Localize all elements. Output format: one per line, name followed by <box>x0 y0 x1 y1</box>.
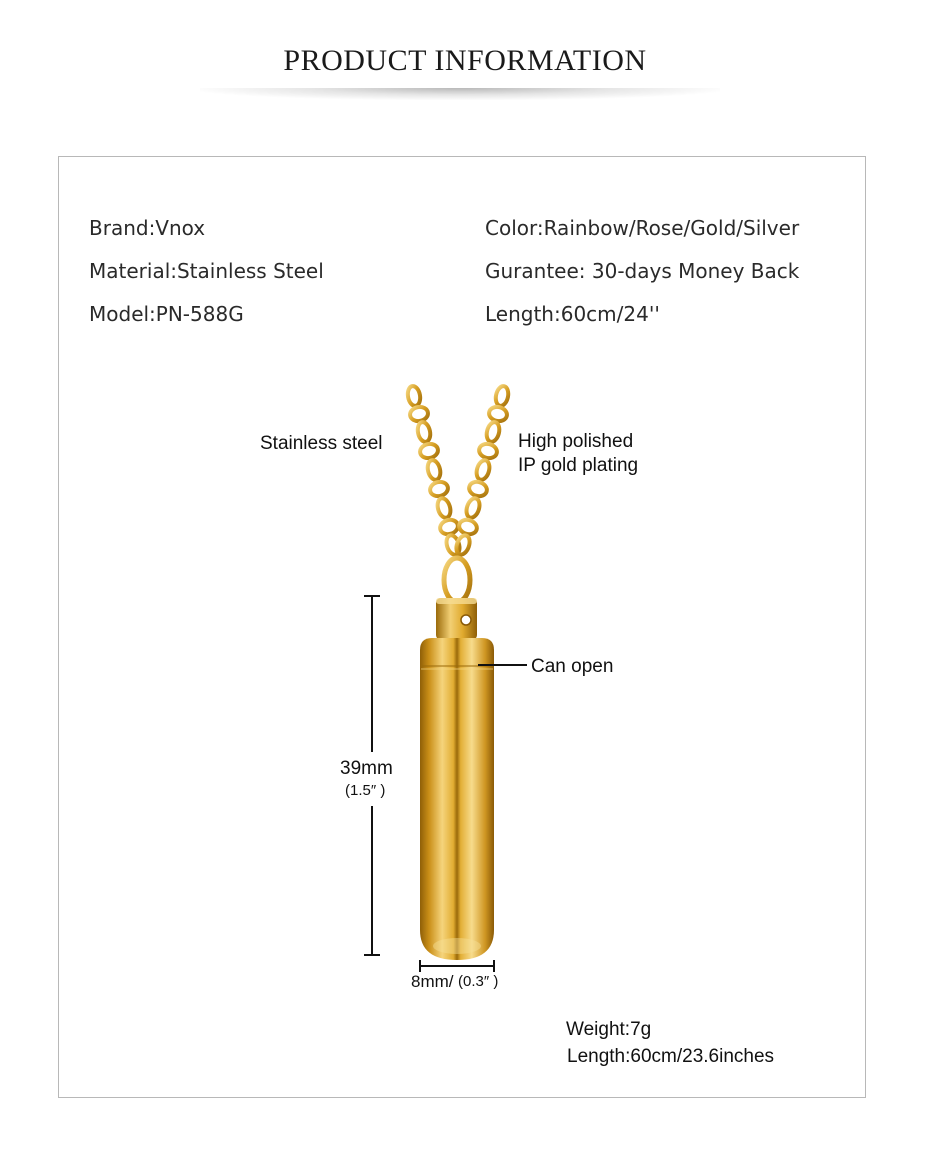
jump-ring <box>444 558 470 602</box>
page-title: PRODUCT INFORMATION <box>283 44 647 77</box>
spec-guarantee: Gurantee: 30-days Money Back <box>485 259 800 283</box>
spec-model: Model:PN-588G <box>89 302 244 326</box>
pendant-cylinder <box>420 638 494 960</box>
label-height-in: (1.5″ ) <box>345 782 386 799</box>
spec-brand: Brand:Vnox <box>89 216 206 240</box>
spec-material: Material:Stainless Steel <box>89 259 324 283</box>
footer-length: Length:60cm/23.6inches <box>567 1046 775 1067</box>
spec-length: Length:60cm/24'' <box>485 302 660 326</box>
label-stainless-steel: Stainless steel <box>260 433 383 454</box>
label-can-open: Can open <box>531 656 614 677</box>
spec-color: Color:Rainbow/Rose/Gold/Silver <box>485 216 800 240</box>
label-width-in: (0.3″ ) <box>458 973 499 990</box>
footer-weight: Weight:7g <box>566 1019 652 1040</box>
chain-left <box>406 385 461 556</box>
label-high-polished: High polished <box>518 431 634 452</box>
chain-right <box>454 385 510 556</box>
label-ip-gold-plating: IP gold plating <box>518 455 639 476</box>
pendant-bail <box>436 598 477 640</box>
label-height-mm: 39mm <box>340 758 393 779</box>
label-width-mm: 8mm/ <box>411 972 454 991</box>
